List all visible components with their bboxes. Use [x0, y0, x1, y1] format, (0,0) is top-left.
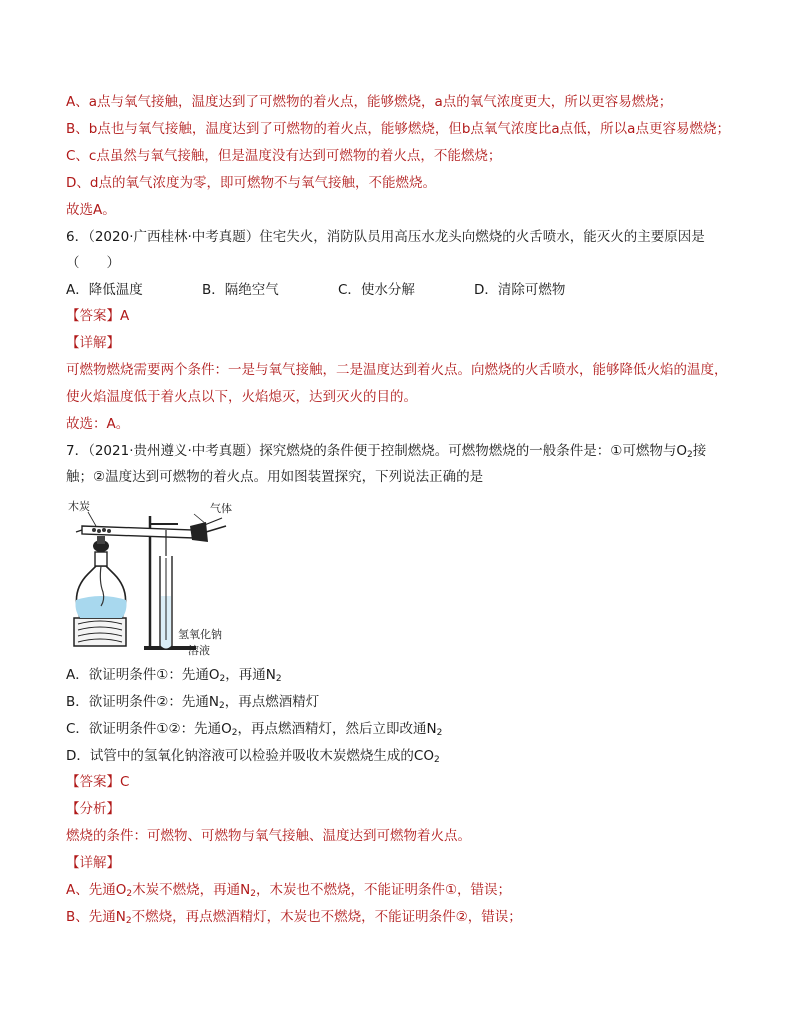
- q6-conclusion: 故选：A。: [66, 416, 130, 432]
- q7-detail-b: B、先通$N_2$不燃烧，再点燃酒精灯，木炭也不燃烧，不能证明条件②，错误；: [66, 909, 522, 926]
- q7-option-a: A．欲证明条件①：先通$O_2$，再通$N_2$: [66, 667, 282, 684]
- q6-answer: 【答案】A: [66, 308, 130, 324]
- q6-option-b: B．隔绝空气: [202, 282, 279, 298]
- prev-answer-d: D、d点的氧气浓度为零，即可燃物不与氧气接触，不能燃烧。: [66, 175, 436, 191]
- q6-option-d: D．清除可燃物: [474, 282, 566, 298]
- q6-detail-line-1: 可燃物燃烧需要两个条件：一是与氧气接触，二是温度达到着火点。向燃烧的火舌喷水，能够降低火焰的温度，: [66, 362, 728, 378]
- q7-analysis-tag: 【分析】: [66, 801, 120, 817]
- q6-blank: （ ）: [66, 255, 120, 271]
- q7-answer: 【答案】C: [66, 774, 130, 790]
- q7-detail-tag: 【详解】: [66, 855, 120, 871]
- q7-option-c: C．欲证明条件①②：先通$O_2$，再点燃酒精灯，然后立即改通$N_2$: [66, 721, 443, 738]
- q6-detail-tag: 【详解】: [66, 335, 120, 351]
- q6-option-a: A．降低温度: [66, 282, 143, 298]
- prev-answer-a: A、a点与氧气接触，温度达到了可燃物的着火点，能够燃烧，a点的氧气浓度更大，所以更容易燃烧；: [66, 94, 673, 110]
- q7-option-d: D．试管中的氢氧化钠溶液可以检验并吸收木炭燃烧生成的$CO_2$: [66, 748, 440, 765]
- q7-stem-line-2: 触；②温度达到可燃物的着火点。用如图装置探究，下列说法正确的是: [66, 469, 484, 485]
- q7-analysis: 燃烧的条件：可燃物、可燃物与氧气接触、温度达到可燃物着火点。: [66, 828, 471, 844]
- prev-answer-b: B、b点也与氧气接触，温度达到了可燃物的着火点，能够燃烧，但b点氧气浓度比a点低，所以a点更容易燃烧；: [66, 121, 730, 137]
- label-gas: 气体: [210, 502, 232, 515]
- q7-detail-a: A、先通$O_2$木炭不燃烧，再通$N_2$，木炭也不燃烧，不能证明条件①，错误；: [66, 882, 512, 899]
- q7-option-b: B．欲证明条件②：先通$N_2$，再点燃酒精灯: [66, 694, 320, 711]
- prev-conclusion: 故选A。: [66, 202, 116, 218]
- q6-option-c: C．使水分解: [338, 282, 415, 298]
- prev-answer-c: C、c点虽然与氧气接触，但是温度没有达到可燃物的着火点，不能燃烧；: [66, 148, 502, 164]
- label-charcoal: 木炭: [68, 500, 90, 513]
- q6-detail-line-2: 使火焰温度低于着火点以下，火焰熄灭，达到灭火的目的。: [66, 389, 417, 405]
- q7-stem-line-1: 7．（2021·贵州遵义·中考真题）探究燃烧的条件便于控制燃烧。可燃物燃烧的一般条件是：①可燃物与$O_2$接: [66, 443, 707, 460]
- q6-stem: 6．（2020·广西桂林·中考真题）住宅失火，消防队员用高压水龙头向燃烧的火舌喷水，能灭火的主要原因是: [66, 229, 705, 245]
- label-naoh-1: 氢氧化钠: [178, 628, 222, 641]
- label-naoh-2: 溶液: [188, 644, 210, 657]
- experiment-apparatus-figure: [66, 496, 266, 660]
